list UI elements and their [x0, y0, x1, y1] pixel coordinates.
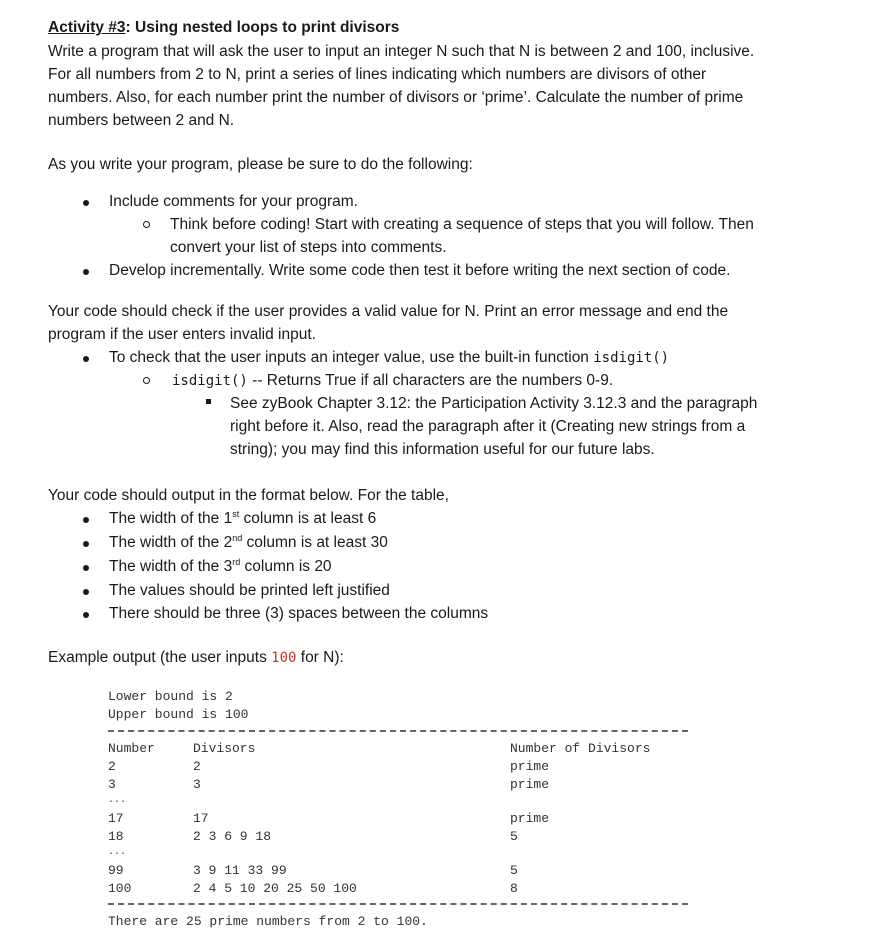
format-heading: Your code should output in the format below. For the table, — [48, 487, 449, 504]
format-col2: The width of the 2nd column is at least 30 — [109, 532, 388, 551]
bullet-icon — [83, 565, 89, 571]
header-number-of-divisors: Number of Divisors — [510, 741, 651, 756]
zybook-note-line-3: string); you may find this information useful for our future labs. — [230, 441, 655, 458]
circle-bullet-icon — [143, 377, 150, 384]
row-divisors: 2 — [193, 759, 201, 774]
row-divisors: 2 3 6 9 18 — [193, 829, 272, 844]
validation-line-1: Your code should check if the user provides a valid value for N. Print an error message and end the — [48, 303, 729, 320]
bullet-icon — [83, 541, 89, 547]
row-count: prime — [510, 777, 550, 792]
validation-line-2: program if the user enters invalid input. — [48, 326, 316, 343]
zybook-note-line-1: See zyBook Chapter 3.12: the Participation Activity 3.12.3 and the paragraph — [230, 395, 758, 412]
square-bullet-icon — [206, 399, 211, 404]
isdigit-description: -- Returns True if all characters are the numbers 0-9. — [247, 372, 614, 389]
isdigit-code: isdigit() — [172, 373, 248, 389]
row-number: 2 — [108, 759, 116, 774]
table-divider-bottom — [108, 903, 688, 905]
bullet-icon — [83, 356, 89, 362]
bullet-icon — [83, 269, 89, 275]
format-left-justified: The values should be printed left justified — [109, 582, 390, 599]
bullet-icon — [83, 517, 89, 523]
isdigit-code: isdigit() — [593, 350, 670, 366]
intro-line-1: Write a program that will ask the user to input an integer N such that N is between 2 and 100, inclusive. — [48, 43, 755, 60]
header-number: Number — [108, 741, 155, 756]
instruction-think-line-1: Think before coding! Start with creating a sequence of steps that you will follow. Then — [170, 216, 754, 233]
row-divisors: 17 — [193, 811, 209, 826]
header-divisors: Divisors — [193, 741, 256, 756]
bullet-icon — [83, 589, 89, 595]
row-number: 99 — [108, 863, 124, 878]
instruction-develop: Develop incrementally. Write some code then test it before writing the next section of code. — [109, 262, 731, 279]
format-spacing: There should be three (3) spaces between the columns — [109, 605, 489, 622]
zybook-note-line-2: right before it. Also, read the paragraph after it (Creating new strings from a — [230, 418, 746, 435]
validation-isdigit-bullet — [109, 346, 669, 370]
row-count: prime — [510, 759, 550, 774]
row-count: 8 — [510, 881, 518, 896]
upper-bound-line: Upper bound is 100 — [108, 707, 249, 722]
row-count: 5 — [510, 863, 518, 878]
example-input-value: 100 — [271, 650, 297, 666]
circle-bullet-icon — [143, 221, 150, 228]
intro-line-2: For all numbers from 2 to N, print a series of lines indicating which numbers are divisors of other — [48, 66, 707, 83]
row-number: 3 — [108, 777, 116, 792]
row-divisors: 3 — [193, 777, 201, 792]
row-divisors: 2 4 5 10 20 25 50 100 — [193, 881, 357, 896]
format-col1: The width of the 1st column is at least 6 — [109, 508, 377, 527]
intro-line-4: numbers between 2 and N. — [48, 112, 235, 129]
row-number: 100 — [108, 881, 132, 896]
format-col3: The width of the 3rd column is 20 — [109, 556, 332, 575]
activity-title-number: Activity #3 — [48, 19, 126, 36]
bullet-icon — [83, 200, 89, 206]
ellipsis: ... — [108, 847, 127, 858]
example-label: Example output (the user inputs 100 for N): — [48, 649, 344, 666]
activity-title-text: : Using nested loops to print divisors — [125, 19, 400, 36]
row-divisors: 3 9 11 33 99 — [193, 863, 287, 878]
ellipsis: ... — [108, 795, 127, 806]
instructions-heading: As you write your program, please be sure to do the following: — [48, 156, 473, 173]
instruction-comments: Include comments for your program. — [109, 193, 358, 210]
row-number: 18 — [108, 829, 124, 844]
instruction-think-line-2: convert your list of steps into comments. — [170, 239, 447, 256]
row-count: prime — [510, 811, 550, 826]
validation-isdigit-text: To check that the user inputs an integer value, use the built-in function — [109, 349, 594, 366]
row-number: 17 — [108, 811, 124, 826]
prime-count-footer: There are 25 prime numbers from 2 to 100. — [108, 914, 428, 929]
lower-bound-line: Lower bound is 2 — [108, 689, 233, 704]
bullet-icon — [83, 612, 89, 618]
table-divider-top — [108, 730, 688, 732]
intro-line-3: numbers. Also, for each number print the number of divisors or ‘prime’. Calculate the number of prime — [48, 89, 744, 106]
activity-title — [48, 16, 399, 39]
row-count: 5 — [510, 829, 518, 844]
validation-isdigit-sub — [172, 369, 613, 393]
